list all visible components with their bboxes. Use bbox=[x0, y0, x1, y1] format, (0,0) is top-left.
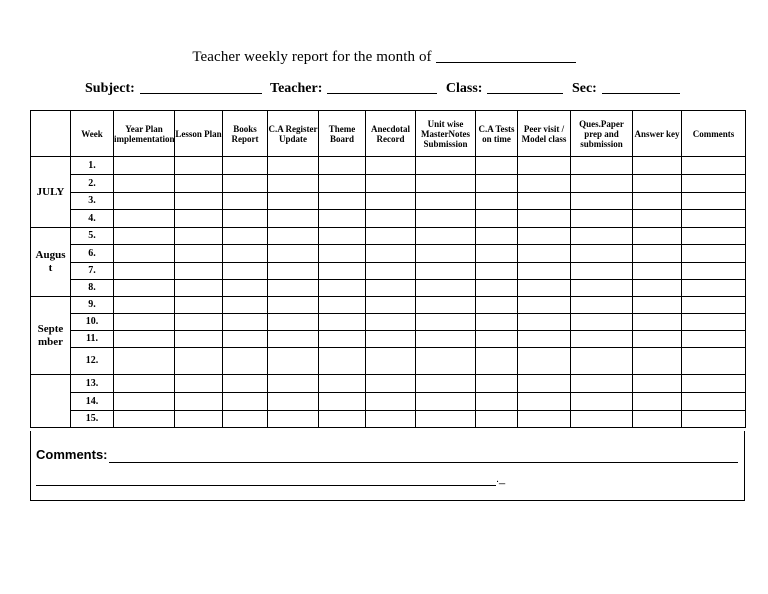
entry-cell[interactable] bbox=[682, 331, 746, 348]
month-cell bbox=[31, 228, 71, 297]
entry-cell[interactable] bbox=[319, 393, 366, 411]
entry-cell[interactable] bbox=[518, 331, 571, 348]
column-header-0 bbox=[31, 111, 71, 157]
entry-cell[interactable] bbox=[633, 297, 682, 314]
entry-cell[interactable] bbox=[223, 348, 268, 375]
entry-cell[interactable] bbox=[682, 263, 746, 280]
entry-cell[interactable] bbox=[223, 375, 268, 393]
column-header-13: Comments bbox=[682, 111, 746, 157]
entry-cell[interactable] bbox=[175, 263, 223, 280]
entry-cell[interactable] bbox=[175, 175, 223, 193]
entry-cell[interactable] bbox=[416, 297, 476, 314]
weekly-report-table bbox=[30, 110, 746, 428]
column-header-5: C.A Register Update bbox=[268, 111, 319, 157]
entry-cell[interactable] bbox=[571, 331, 633, 348]
entry-cell[interactable] bbox=[366, 228, 416, 245]
entry-cell[interactable] bbox=[571, 411, 633, 428]
week-number: 3. bbox=[71, 193, 114, 210]
entry-cell[interactable] bbox=[366, 348, 416, 375]
entry-cell[interactable] bbox=[633, 228, 682, 245]
entry-cell[interactable] bbox=[223, 228, 268, 245]
entry-cell[interactable] bbox=[175, 348, 223, 375]
month-cell bbox=[31, 297, 71, 375]
entry-cell[interactable] bbox=[114, 331, 175, 348]
entry-cell[interactable] bbox=[416, 348, 476, 375]
entry-cell[interactable] bbox=[571, 280, 633, 297]
entry-cell[interactable] bbox=[268, 393, 319, 411]
entry-cell[interactable] bbox=[476, 263, 518, 280]
entry-cell[interactable] bbox=[682, 297, 746, 314]
class-label: Class: bbox=[445, 81, 483, 96]
entry-cell[interactable] bbox=[682, 314, 746, 331]
entry-cell[interactable] bbox=[682, 193, 746, 210]
column-header-4: Books Report bbox=[223, 111, 268, 157]
entry-cell[interactable] bbox=[518, 297, 571, 314]
entry-cell[interactable] bbox=[223, 411, 268, 428]
week-number: 13. bbox=[71, 375, 114, 393]
entry-cell[interactable] bbox=[476, 245, 518, 263]
entry-cell[interactable] bbox=[518, 411, 571, 428]
entry-cell[interactable] bbox=[319, 175, 366, 193]
entry-cell[interactable] bbox=[416, 175, 476, 193]
entry-cell[interactable] bbox=[633, 193, 682, 210]
entry-cell[interactable] bbox=[114, 314, 175, 331]
week-number: 12. bbox=[71, 348, 114, 375]
entry-cell[interactable] bbox=[633, 375, 682, 393]
week-number: 2. bbox=[71, 175, 114, 193]
week-number: 14. bbox=[71, 393, 114, 411]
entry-cell[interactable] bbox=[366, 175, 416, 193]
entry-cell[interactable] bbox=[476, 393, 518, 411]
entry-cell[interactable] bbox=[416, 157, 476, 175]
entry-cell[interactable] bbox=[518, 245, 571, 263]
entry-cell[interactable] bbox=[518, 348, 571, 375]
entry-cell[interactable] bbox=[114, 297, 175, 314]
entry-cell[interactable] bbox=[366, 157, 416, 175]
entry-cell[interactable] bbox=[114, 245, 175, 263]
sec-blank[interactable] bbox=[602, 80, 680, 94]
entry-cell[interactable] bbox=[268, 375, 319, 393]
entry-cell[interactable] bbox=[633, 157, 682, 175]
entry-cell[interactable] bbox=[114, 280, 175, 297]
entry-cell[interactable] bbox=[175, 193, 223, 210]
entry-cell[interactable] bbox=[223, 297, 268, 314]
column-header-2: Year Plan implementation bbox=[114, 111, 175, 157]
entry-cell[interactable] bbox=[633, 411, 682, 428]
table-row bbox=[31, 314, 746, 331]
entry-cell[interactable] bbox=[114, 157, 175, 175]
table-row bbox=[31, 193, 746, 210]
entry-cell[interactable] bbox=[518, 280, 571, 297]
entry-cell[interactable] bbox=[682, 228, 746, 245]
entry-cell[interactable] bbox=[268, 210, 319, 228]
entry-cell[interactable] bbox=[518, 393, 571, 411]
entry-cell[interactable] bbox=[319, 297, 366, 314]
entry-cell[interactable] bbox=[223, 193, 268, 210]
entry-cell[interactable] bbox=[268, 348, 319, 375]
entry-cell[interactable] bbox=[268, 175, 319, 193]
info-line bbox=[85, 80, 685, 97]
entry-cell[interactable] bbox=[114, 175, 175, 193]
month-cell bbox=[31, 375, 71, 428]
entry-cell[interactable] bbox=[366, 193, 416, 210]
entry-cell[interactable] bbox=[476, 210, 518, 228]
month-label: JULY bbox=[36, 185, 65, 198]
entry-cell[interactable] bbox=[114, 210, 175, 228]
table-row bbox=[31, 210, 746, 228]
entry-cell[interactable] bbox=[416, 263, 476, 280]
entry-cell[interactable] bbox=[223, 280, 268, 297]
table-row bbox=[31, 263, 746, 280]
entry-cell[interactable] bbox=[223, 263, 268, 280]
entry-cell[interactable] bbox=[682, 157, 746, 175]
comments-line-1[interactable] bbox=[109, 462, 738, 463]
entry-cell[interactable] bbox=[416, 314, 476, 331]
entry-cell[interactable] bbox=[571, 157, 633, 175]
entry-cell[interactable] bbox=[518, 193, 571, 210]
entry-cell[interactable] bbox=[633, 331, 682, 348]
month-label: September bbox=[37, 322, 64, 348]
entry-cell[interactable] bbox=[366, 331, 416, 348]
class-blank[interactable] bbox=[487, 80, 563, 94]
entry-cell[interactable] bbox=[476, 297, 518, 314]
entry-cell[interactable] bbox=[571, 314, 633, 331]
entry-cell[interactable] bbox=[416, 193, 476, 210]
week-number: 8. bbox=[71, 280, 114, 297]
entry-cell[interactable] bbox=[633, 348, 682, 375]
entry-cell[interactable] bbox=[682, 411, 746, 428]
header-row bbox=[31, 111, 746, 157]
entry-cell[interactable] bbox=[633, 314, 682, 331]
entry-cell[interactable] bbox=[175, 314, 223, 331]
entry-cell[interactable] bbox=[682, 348, 746, 375]
entry-cell[interactable] bbox=[319, 411, 366, 428]
entry-cell[interactable] bbox=[319, 193, 366, 210]
entry-cell[interactable] bbox=[175, 331, 223, 348]
entry-cell[interactable] bbox=[476, 314, 518, 331]
report-title: Teacher weekly report for the month of bbox=[0, 48, 768, 66]
entry-cell[interactable] bbox=[571, 393, 633, 411]
entry-cell[interactable] bbox=[114, 411, 175, 428]
teacher-label: Teacher: bbox=[270, 81, 323, 96]
column-header-12: Answer key bbox=[633, 111, 682, 157]
column-header-11: Ques.Paper prep and submission bbox=[571, 111, 633, 157]
week-number: 15. bbox=[71, 411, 114, 428]
entry-cell[interactable] bbox=[518, 157, 571, 175]
entry-cell[interactable] bbox=[682, 393, 746, 411]
entry-cell[interactable] bbox=[518, 263, 571, 280]
entry-cell[interactable] bbox=[175, 245, 223, 263]
entry-cell[interactable] bbox=[518, 314, 571, 331]
entry-cell[interactable] bbox=[319, 280, 366, 297]
entry-cell[interactable] bbox=[476, 348, 518, 375]
entry-cell[interactable] bbox=[319, 375, 366, 393]
entry-cell[interactable] bbox=[319, 228, 366, 245]
entry-cell[interactable] bbox=[175, 411, 223, 428]
entry-cell[interactable] bbox=[175, 210, 223, 228]
column-header-6: Theme Board bbox=[319, 111, 366, 157]
entry-cell[interactable] bbox=[416, 245, 476, 263]
entry-cell[interactable] bbox=[319, 263, 366, 280]
entry-cell[interactable] bbox=[175, 375, 223, 393]
entry-cell[interactable] bbox=[633, 393, 682, 411]
entry-cell[interactable] bbox=[268, 193, 319, 210]
entry-cell[interactable] bbox=[416, 411, 476, 428]
entry-cell[interactable] bbox=[682, 245, 746, 263]
comments-line-2[interactable] bbox=[36, 485, 496, 486]
month-blank[interactable] bbox=[436, 48, 576, 63]
table-row bbox=[31, 348, 746, 375]
entry-cell[interactable] bbox=[366, 297, 416, 314]
entry-cell[interactable] bbox=[366, 375, 416, 393]
trailing-mark: ._ bbox=[496, 473, 506, 485]
entry-cell[interactable] bbox=[175, 228, 223, 245]
entry-cell[interactable] bbox=[114, 228, 175, 245]
entry-cell[interactable] bbox=[319, 314, 366, 331]
table-row bbox=[31, 175, 746, 193]
entry-cell[interactable] bbox=[223, 393, 268, 411]
entry-cell[interactable] bbox=[114, 193, 175, 210]
table-row bbox=[31, 331, 746, 348]
entry-cell[interactable] bbox=[268, 411, 319, 428]
entry-cell[interactable] bbox=[416, 375, 476, 393]
entry-cell[interactable] bbox=[682, 280, 746, 297]
subject-label: Subject: bbox=[85, 81, 135, 96]
entry-cell[interactable] bbox=[416, 393, 476, 411]
entry-cell[interactable] bbox=[571, 210, 633, 228]
entry-cell[interactable] bbox=[571, 193, 633, 210]
week-number: 5. bbox=[71, 228, 114, 245]
entry-cell[interactable] bbox=[571, 263, 633, 280]
entry-cell[interactable] bbox=[175, 297, 223, 314]
column-header-1: Week bbox=[71, 111, 114, 157]
column-header-7: Anecdotal Record bbox=[366, 111, 416, 157]
week-number: 11. bbox=[71, 331, 114, 348]
entry-cell[interactable] bbox=[223, 245, 268, 263]
entry-cell[interactable] bbox=[571, 297, 633, 314]
entry-cell[interactable] bbox=[268, 331, 319, 348]
week-number: 4. bbox=[71, 210, 114, 228]
entry-cell[interactable] bbox=[476, 280, 518, 297]
entry-cell[interactable] bbox=[518, 228, 571, 245]
entry-cell[interactable] bbox=[682, 210, 746, 228]
month-cell bbox=[31, 157, 71, 228]
entry-cell[interactable] bbox=[366, 411, 416, 428]
entry-cell[interactable] bbox=[268, 245, 319, 263]
entry-cell[interactable] bbox=[319, 157, 366, 175]
entry-cell[interactable] bbox=[114, 263, 175, 280]
entry-cell[interactable] bbox=[571, 375, 633, 393]
entry-cell[interactable] bbox=[319, 245, 366, 263]
entry-cell[interactable] bbox=[268, 263, 319, 280]
entry-cell[interactable] bbox=[268, 297, 319, 314]
entry-cell[interactable] bbox=[223, 331, 268, 348]
entry-cell[interactable] bbox=[175, 157, 223, 175]
teacher-blank[interactable] bbox=[327, 80, 437, 94]
entry-cell[interactable] bbox=[268, 314, 319, 331]
entry-cell[interactable] bbox=[571, 175, 633, 193]
entry-cell[interactable] bbox=[366, 210, 416, 228]
table-row bbox=[31, 375, 746, 393]
entry-cell[interactable] bbox=[114, 348, 175, 375]
entry-cell[interactable] bbox=[416, 331, 476, 348]
entry-cell[interactable] bbox=[518, 210, 571, 228]
entry-cell[interactable] bbox=[571, 245, 633, 263]
entry-cell[interactable] bbox=[223, 175, 268, 193]
table-row bbox=[31, 411, 746, 428]
column-header-10: Peer visit / Model class bbox=[518, 111, 571, 157]
week-number: 6. bbox=[71, 245, 114, 263]
entry-cell[interactable] bbox=[319, 210, 366, 228]
entry-cell[interactable] bbox=[114, 393, 175, 411]
entry-cell[interactable] bbox=[518, 175, 571, 193]
column-header-9: C.A Tests on time bbox=[476, 111, 518, 157]
entry-cell[interactable] bbox=[571, 348, 633, 375]
entry-cell[interactable] bbox=[268, 280, 319, 297]
table-row bbox=[31, 297, 746, 314]
week-number: 7. bbox=[71, 263, 114, 280]
table-row bbox=[31, 280, 746, 297]
entry-cell[interactable] bbox=[476, 157, 518, 175]
table-row bbox=[31, 245, 746, 263]
table-row bbox=[31, 393, 746, 411]
entry-cell[interactable] bbox=[682, 375, 746, 393]
week-number: 10. bbox=[71, 314, 114, 331]
entry-cell[interactable] bbox=[114, 375, 175, 393]
entry-cell[interactable] bbox=[175, 393, 223, 411]
entry-cell[interactable] bbox=[476, 411, 518, 428]
entry-cell[interactable] bbox=[319, 348, 366, 375]
entry-cell[interactable] bbox=[476, 375, 518, 393]
week-number: 1. bbox=[71, 157, 114, 175]
entry-cell[interactable] bbox=[223, 210, 268, 228]
month-label: August bbox=[35, 249, 66, 274]
table-row bbox=[31, 228, 746, 245]
entry-cell[interactable] bbox=[476, 193, 518, 210]
entry-cell[interactable] bbox=[633, 263, 682, 280]
entry-cell[interactable] bbox=[175, 280, 223, 297]
comments-label: Comments: bbox=[36, 447, 108, 462]
entry-cell[interactable] bbox=[571, 228, 633, 245]
entry-cell[interactable] bbox=[223, 157, 268, 175]
column-header-3: Lesson Plan bbox=[175, 111, 223, 157]
entry-cell[interactable] bbox=[366, 314, 416, 331]
entry-cell[interactable] bbox=[268, 228, 319, 245]
entry-cell[interactable] bbox=[416, 210, 476, 228]
entry-cell[interactable] bbox=[633, 245, 682, 263]
entry-cell[interactable] bbox=[319, 331, 366, 348]
entry-cell[interactable] bbox=[633, 175, 682, 193]
entry-cell[interactable] bbox=[366, 263, 416, 280]
comments-section bbox=[30, 431, 745, 501]
week-number: 9. bbox=[71, 297, 114, 314]
entry-cell[interactable] bbox=[476, 175, 518, 193]
entry-cell[interactable] bbox=[268, 157, 319, 175]
entry-cell[interactable] bbox=[476, 228, 518, 245]
entry-cell[interactable] bbox=[633, 280, 682, 297]
column-header-8: Unit wise MasterNotes Submission bbox=[416, 111, 476, 157]
entry-cell[interactable] bbox=[476, 331, 518, 348]
entry-cell[interactable] bbox=[633, 210, 682, 228]
entry-cell[interactable] bbox=[366, 393, 416, 411]
entry-cell[interactable] bbox=[366, 245, 416, 263]
table-row bbox=[31, 157, 746, 175]
entry-cell[interactable] bbox=[366, 280, 416, 297]
sec-label: Sec: bbox=[571, 81, 597, 96]
entry-cell[interactable] bbox=[223, 314, 268, 331]
entry-cell[interactable] bbox=[416, 280, 476, 297]
entry-cell[interactable] bbox=[682, 175, 746, 193]
entry-cell[interactable] bbox=[416, 228, 476, 245]
entry-cell[interactable] bbox=[518, 375, 571, 393]
subject-blank[interactable] bbox=[140, 80, 262, 94]
